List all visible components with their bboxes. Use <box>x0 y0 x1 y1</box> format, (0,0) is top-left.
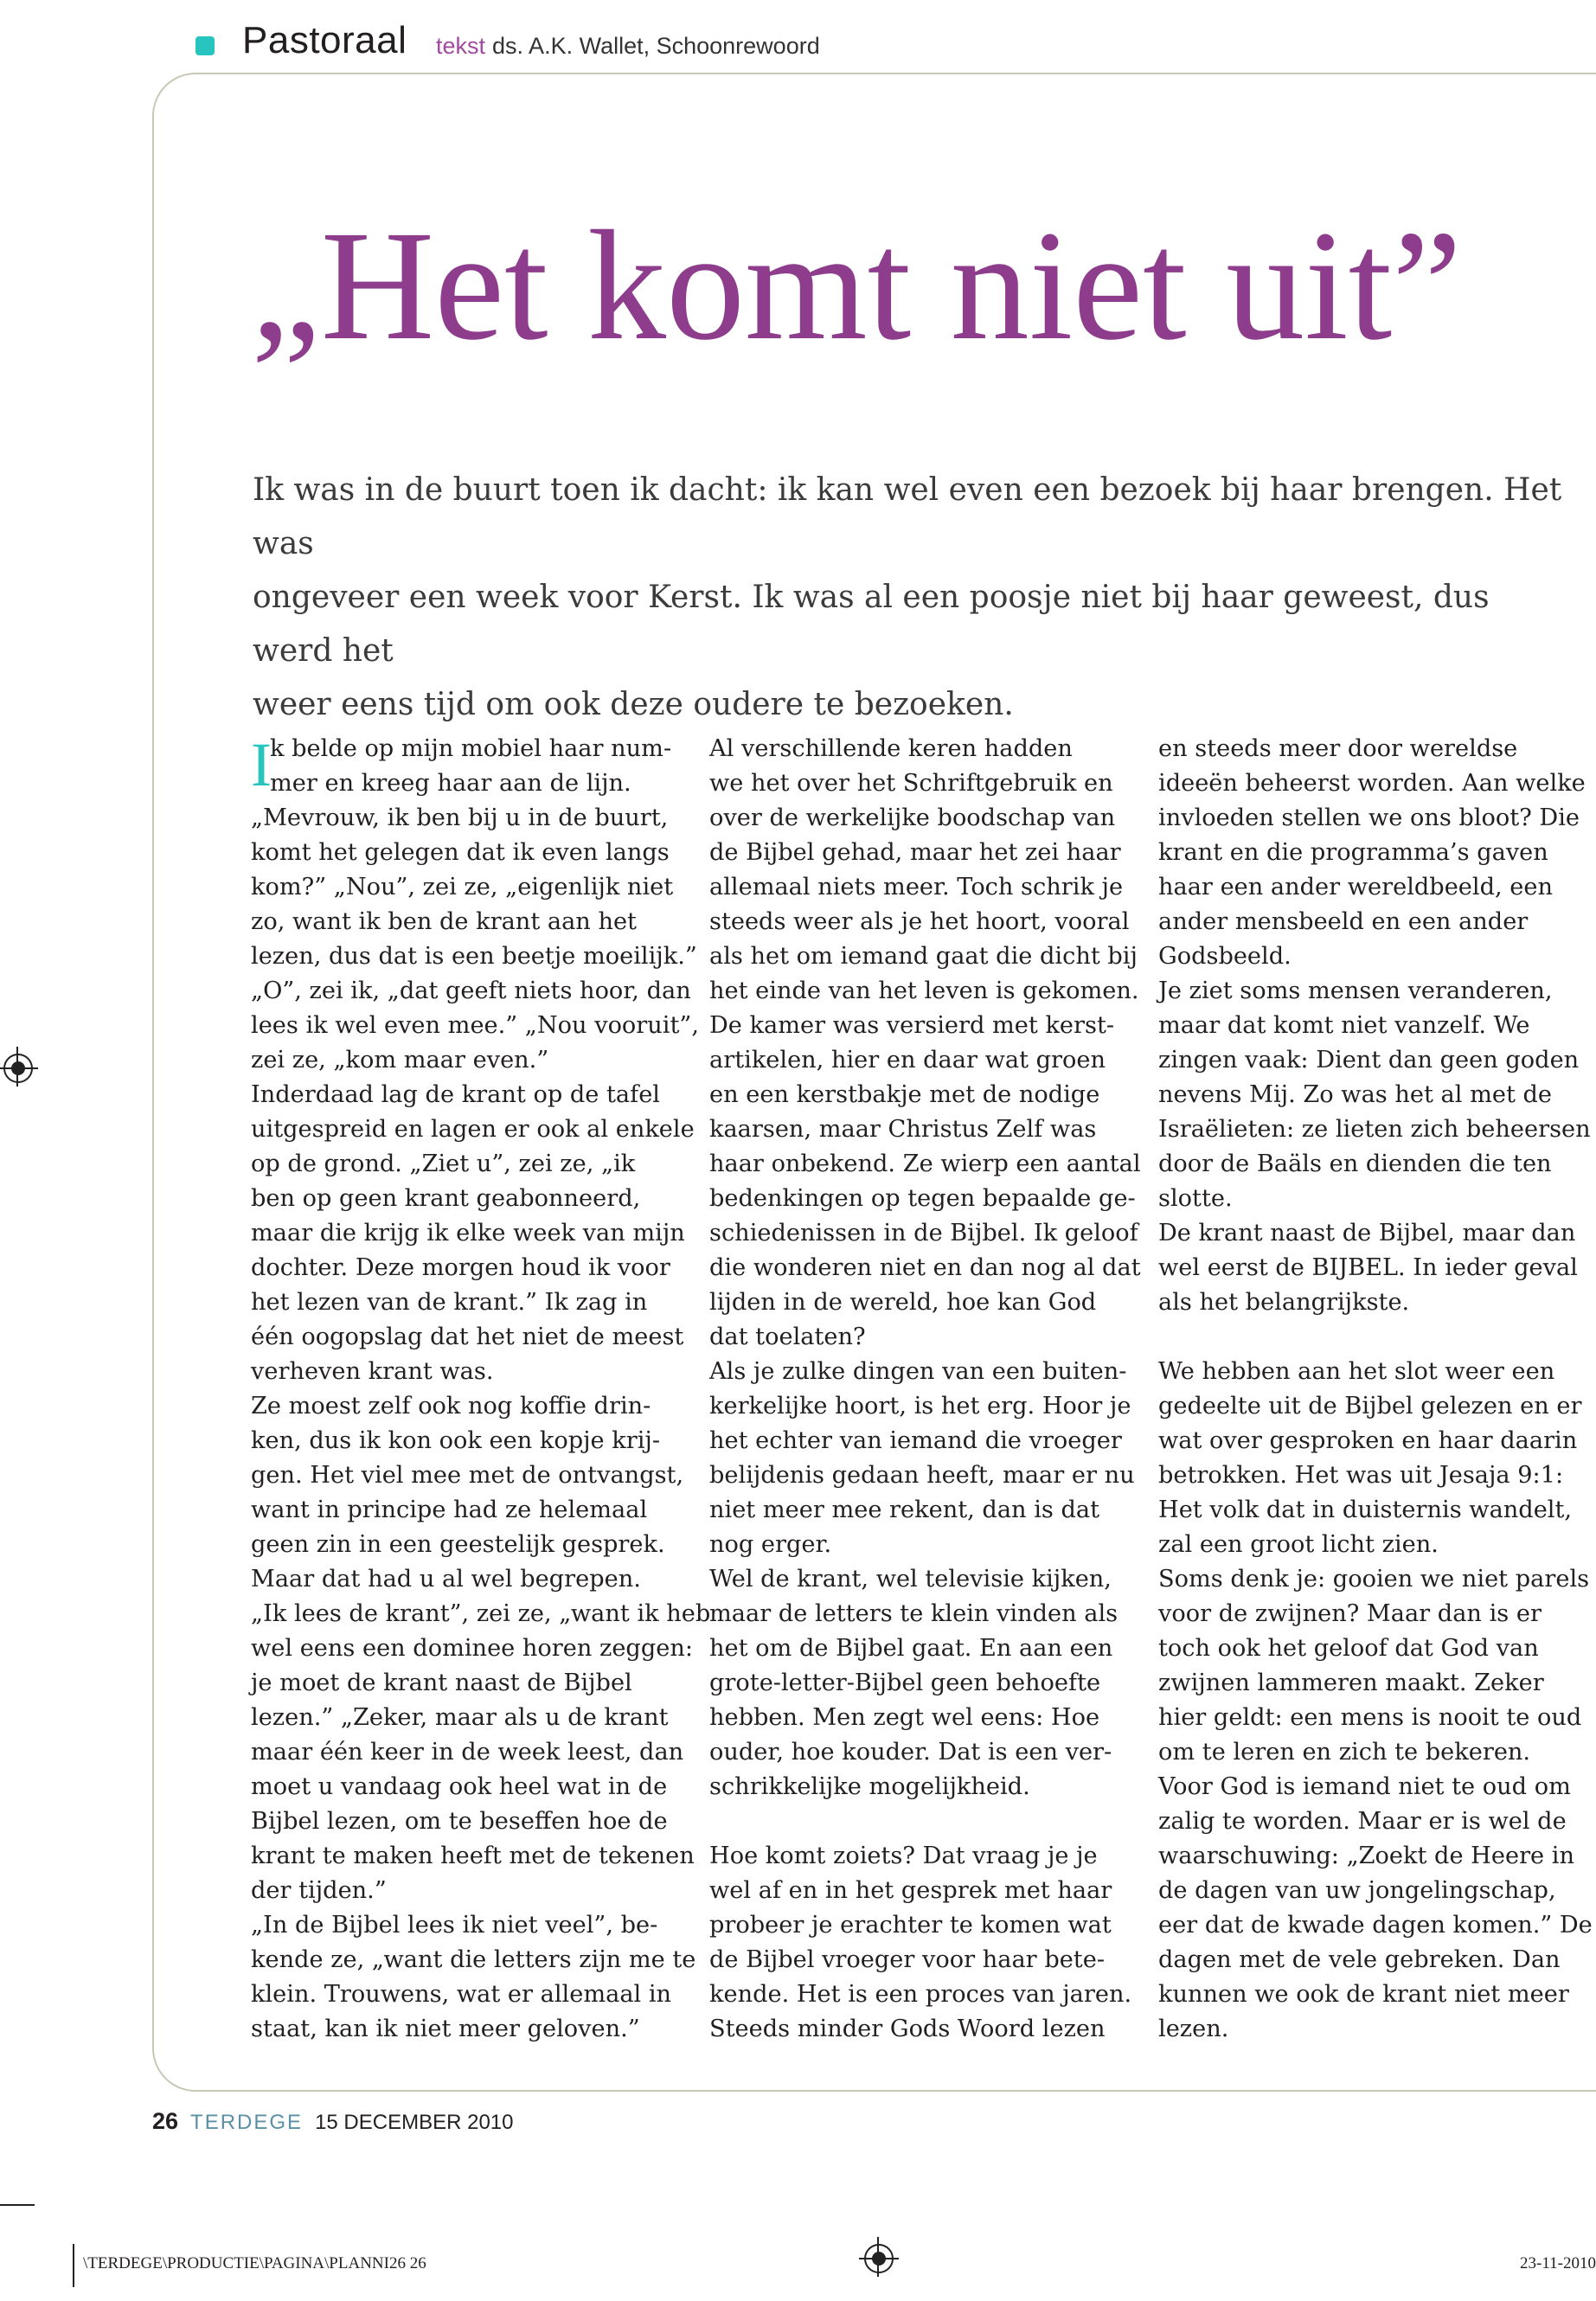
lead-line: weer eens tijd om ook deze oudere te bezoeken. <box>253 687 1014 722</box>
text-line: maar die krijg ik elke week van mijn <box>251 1220 685 1247</box>
text-line: Hoe komt zoiets? Dat vraag je je <box>709 1843 1098 1869</box>
text-line: gedeelte uit de Bijbel gelezen en er <box>1158 1393 1582 1420</box>
text-line: der tijden.” <box>251 1877 387 1904</box>
page-footer <box>152 2108 514 2135</box>
text-line: schrikkelijke mogelijkheid. <box>709 1773 1030 1800</box>
text-line: invloeden stellen we ons bloot? Die <box>1158 804 1580 831</box>
text-line: wat over gesproken en haar daarin <box>1158 1427 1578 1454</box>
text-line: wel eerst de BIJBEL. In ieder geval <box>1158 1254 1578 1281</box>
text-line: eer dat de kwade dagen komen.” De <box>1158 1912 1593 1939</box>
text-line: lezen.” „Zeker, maar als u de krant <box>251 1704 669 1731</box>
magazine-name: TERDEGE <box>190 2111 304 2134</box>
text-line: „Mevrouw, ik ben bij u in de buurt, <box>251 804 669 831</box>
text-line: en een kerstbakje met de nodige <box>709 1081 1100 1108</box>
text-line: Inderdaad lag de krant op de tafel <box>251 1081 660 1108</box>
text-line: betrokken. Het was uit Jesaja 9:1: <box>1158 1462 1564 1489</box>
registration-mark-icon <box>3 1054 33 1083</box>
byline-author: ds. A.K. Wallet, Schoonrewoord <box>492 33 820 59</box>
text-line: ouder, hoe kouder. Dat is een ver- <box>709 1739 1112 1766</box>
text-line: zal een groot licht zien. <box>1158 1531 1439 1558</box>
text-line: lezen. <box>1158 2016 1229 2042</box>
article-lead <box>253 464 1576 732</box>
text-line: uitgespreid en lagen er ook al enkele <box>251 1116 695 1143</box>
text-line: krant te maken heeft met de tekenen <box>251 1843 695 1869</box>
text-line <box>1158 1320 1596 1355</box>
text-line: het om de Bijbel gaat. En aan een <box>709 1635 1113 1662</box>
text-line: nog erger. <box>709 1531 832 1558</box>
text-line: verheven krant was. <box>251 1358 494 1385</box>
lead-line: ongeveer een week voor Kerst. Ik was al een poosje niet bij haar geweest, dus werd het <box>253 580 1490 669</box>
drop-cap: I <box>251 730 272 799</box>
text-line: Je ziet soms mensen veranderen, <box>1158 977 1553 1004</box>
text-line: Als je zulke dingen van een buiten- <box>709 1358 1127 1385</box>
text-line: over de werkelijke boodschap van <box>709 804 1116 831</box>
text-line: het echter van iemand die vroeger <box>709 1427 1122 1454</box>
text-line: De kamer was versierd met kerst- <box>709 1012 1115 1039</box>
text-line: de dagen van uw jongelingschap, <box>1158 1877 1556 1904</box>
text-line <box>709 1804 1151 1839</box>
text-line: Ze moest zelf ook nog koffie drin- <box>251 1393 651 1420</box>
text-line: kunnen we ook de krant niet meer <box>1158 1981 1569 2008</box>
text-line: als het belangrijkste. <box>1158 1289 1410 1316</box>
text-line: we het over het Schriftgebruik en <box>709 770 1113 797</box>
lead-line: Ik was in de buurt toen ik dacht: ik kan wel even een bezoek bij haar brengen. Het was <box>253 472 1562 561</box>
text-line: lezen, dus dat is een beetje moeilijk.” <box>251 943 697 970</box>
text-line: Godsbeeld. <box>1158 943 1292 970</box>
text-line: niet meer mee rekent, dan is dat <box>709 1497 1100 1523</box>
text-line: klein. Trouwens, wat er allemaal in <box>251 1981 672 2008</box>
text-line: om te leren en zich te bekeren. <box>1158 1739 1531 1766</box>
text-line: kende ze, „want die letters zijn me te <box>251 1946 696 1973</box>
text-line: mer en kreeg haar aan de lijn. <box>270 770 631 797</box>
text-line: nevens Mij. Zo was het al met de <box>1158 1081 1553 1108</box>
text-line: ideeën beheerst worden. Aan welke <box>1158 770 1586 797</box>
text-line: de Bijbel gehad, maar het zei haar <box>709 839 1121 866</box>
text-line: probeer je erachter te komen wat <box>709 1912 1112 1939</box>
text-line: Steeds minder Gods Woord lezen <box>709 2016 1106 2042</box>
text-line: „O”, zei ik, „dat geeft niets hoor, dan <box>251 977 691 1004</box>
text-line: toch ook het geloof dat God van <box>1158 1635 1539 1662</box>
text-line: staat, kan ik niet meer geloven.” <box>251 2016 640 2042</box>
text-line: haar onbekend. Ze wierp een aantal <box>709 1150 1141 1177</box>
text-line: want in principe had ze helemaal <box>251 1497 648 1523</box>
section-marker-icon <box>195 36 215 55</box>
text-line: moet u vandaag ook heel wat in de <box>251 1773 668 1800</box>
text-line: hebben. Men zegt wel eens: Hoe <box>709 1704 1100 1731</box>
text-line: grote-letter-Bijbel geen behoefte <box>709 1670 1101 1696</box>
text-line: die wonderen niet en dan nog al dat <box>709 1254 1141 1281</box>
text-line: lijden in de wereld, hoe kan God <box>709 1289 1097 1316</box>
text-line: zingen vaak: Dient dan geen goden <box>1158 1047 1580 1074</box>
text-line: kaarsen, maar Christus Zelf was <box>709 1116 1097 1143</box>
text-line: en steeds meer door wereldse <box>1158 735 1518 762</box>
text-line: Al verschillende keren hadden <box>709 735 1073 762</box>
text-line: kom?” „Nou”, zei ze, „eigenlijk niet <box>251 874 674 901</box>
text-line: zwijnen lammeren maakt. Zeker <box>1158 1670 1544 1696</box>
registration-mark-line <box>877 2237 879 2277</box>
text-line: door de Baäls en dienden die ten <box>1158 1150 1552 1177</box>
text-line: waarschuwing: „Zoekt de Heere in <box>1158 1843 1574 1869</box>
text-line: de Bijbel vroeger voor haar bete- <box>709 1946 1106 1973</box>
text-line: het lezen van de krant.” Ik zag in <box>251 1289 648 1316</box>
text-line: komt het gelegen dat ik even langs <box>251 839 670 866</box>
text-line: slotte. <box>1158 1185 1233 1212</box>
text-line: maar één keer in de week leest, dan <box>251 1739 684 1766</box>
text-line: voor de zwijnen? Maar dan is er <box>1158 1600 1542 1627</box>
byline <box>436 33 820 60</box>
article-title: „Het komt niet uit” <box>251 199 1463 373</box>
text-line: dagen met de vele gebreken. Dan <box>1158 1946 1561 1973</box>
registration-mark-line <box>16 1047 18 1086</box>
crop-mark <box>0 2204 35 2206</box>
text-line: kerkelijke hoort, is het erg. Hoor je <box>709 1393 1131 1420</box>
text-line: Voor God is iemand niet te oud om <box>1158 1773 1571 1800</box>
text-line: haar een ander wereldbeeld, een <box>1158 874 1553 901</box>
article-column-3 <box>1158 732 1596 2047</box>
text-line: Maar dat had u al wel begrepen. <box>251 1566 641 1593</box>
byline-label: tekst <box>436 33 486 59</box>
crop-mark <box>73 2244 74 2287</box>
text-line: Bijbel lezen, om te beseffen hoe de <box>251 1808 668 1835</box>
text-line: gen. Het viel mee met de ontvangst, <box>251 1462 684 1489</box>
text-line: wel af en in het gesprek met haar <box>709 1877 1112 1904</box>
text-line: het einde van het leven is gekomen. <box>709 977 1139 1004</box>
text-line: kende. Het is een proces van jaren. <box>709 1981 1132 2008</box>
registration-mark-icon <box>864 2244 894 2273</box>
text-line: allemaal niets meer. Toch schrik je <box>709 874 1124 901</box>
text-line: ken, dus ik kon ook een kopje krij- <box>251 1427 661 1454</box>
text-line: geen zin in een geestelijk gesprek. <box>251 1531 665 1558</box>
text-line: hier geldt: een mens is nooit te oud <box>1158 1704 1582 1731</box>
article-column-2 <box>709 732 1151 2047</box>
text-line: je moet de krant naast de Bijbel <box>251 1670 632 1696</box>
text-line: „Ik lees de krant”, zei ze, „want ik heb <box>251 1600 711 1627</box>
text-line: dochter. Deze morgen houd ik voor <box>251 1254 670 1281</box>
text-line: op de grond. „Ziet u”, zei ze, „ik <box>251 1150 636 1177</box>
text-line: ander mensbeeld en een ander <box>1158 908 1529 935</box>
text-line: zo, want ik ben de krant aan het <box>251 908 637 935</box>
text-line: De krant naast de Bijbel, maar dan <box>1158 1220 1576 1247</box>
text-line: één oogopslag dat het niet de meest <box>251 1324 684 1350</box>
article-column-1 <box>251 732 711 2047</box>
issue-date: 15 DECEMBER 2010 <box>315 2111 514 2134</box>
text-line: We hebben aan het slot weer een <box>1158 1358 1555 1385</box>
text-line: maar dat komt niet vanzelf. We <box>1158 1012 1530 1039</box>
text-line: belijdenis gedaan heeft, maar er nu <box>709 1462 1135 1489</box>
text-line: lees ik wel even mee.” „Nou vooruit”, <box>251 1012 699 1039</box>
text-line: steeds weer als je het hoort, vooral <box>709 908 1130 935</box>
text-line: schiedenissen in de Bijbel. Ik geloof <box>709 1220 1138 1247</box>
section-title: Pastoraal <box>242 19 407 61</box>
text-line: maar de letters te klein vinden als <box>709 1600 1118 1627</box>
print-slug-path: \TERDEGE\PRODUCTIE\PAGINA\PLANNI26 26 <box>83 2254 426 2272</box>
text-line: dat toelaten? <box>709 1324 866 1350</box>
text-line: „In de Bijbel lees ik niet veel”, be- <box>251 1912 658 1939</box>
text-line: krant en die programma’s gaven <box>1158 839 1548 866</box>
text-line: als het om iemand gaat die dicht bij <box>709 943 1138 970</box>
text-line: Israëlieten: ze lieten zich beheersen <box>1158 1116 1591 1143</box>
text-line: Het volk dat in duisternis wandelt, <box>1158 1497 1573 1523</box>
text-line: artikelen, hier en daar wat groen <box>709 1047 1106 1074</box>
text-line: bedenkingen op tegen bepaalde ge- <box>709 1185 1136 1212</box>
text-line: zei ze, „kom maar even.” <box>251 1047 549 1074</box>
text-line: wel eens een dominee horen zeggen: <box>251 1635 693 1662</box>
text-line: Soms denk je: gooien we niet parels <box>1158 1566 1590 1593</box>
text-line: ben op geen krant geabonneerd, <box>251 1185 641 1212</box>
text-line: Wel de krant, wel televisie kijken, <box>709 1566 1112 1593</box>
print-slug-date: 23-11-2010 <box>1520 2254 1596 2272</box>
text-line: k belde op mijn mobiel haar num- <box>270 735 672 762</box>
text-line: zalig te worden. Maar er is wel de <box>1158 1808 1567 1835</box>
page-number: 26 <box>152 2108 179 2134</box>
